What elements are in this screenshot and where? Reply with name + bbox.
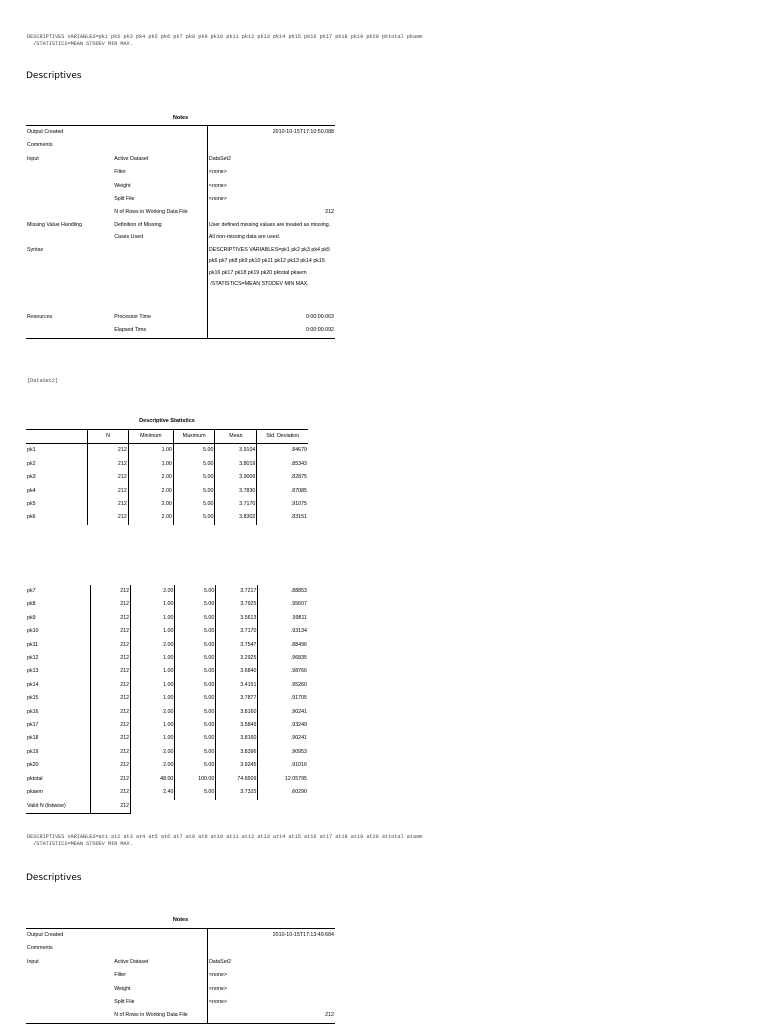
notes-table-1	[26, 125, 335, 339]
cell-value: 3.7170	[215, 498, 257, 511]
table-row	[26, 786, 308, 799]
cell-value: .95260	[290, 681, 307, 688]
cell-value: 3.5849	[216, 719, 258, 732]
descriptive-statistics-caption: Descriptive Statistics	[139, 418, 195, 424]
row-label: pk7	[26, 585, 90, 598]
row-label: pk13	[26, 665, 90, 678]
cell-value: .90241	[290, 735, 307, 742]
row-label: pk11	[26, 639, 90, 652]
cell-value: 212	[90, 612, 130, 625]
table-row: Comments	[26, 942, 335, 955]
cell-value: 212	[90, 598, 130, 611]
table-row: N of Rows in Working Data File 212	[26, 1009, 335, 1023]
cell-value: 12.05795	[284, 775, 307, 782]
cell-value: .95607	[290, 601, 307, 608]
cell-value: 5.00	[173, 498, 215, 511]
cell-value: .99811	[291, 614, 307, 621]
cell-value: .90953	[290, 748, 307, 755]
cell-value: 5.00	[175, 585, 216, 598]
table-row	[26, 471, 308, 484]
cell-value: 5.00	[175, 786, 216, 799]
cell-value: 3.5613	[216, 612, 258, 625]
cell-value: 2.00	[131, 759, 175, 772]
table-row	[26, 759, 308, 772]
table-row	[26, 598, 308, 611]
cell-value: 3.7925	[216, 598, 258, 611]
row-label: pk15	[26, 692, 90, 705]
cell-value: 212	[88, 511, 128, 524]
cell-value: .98766	[290, 668, 307, 675]
table-row	[26, 706, 308, 719]
cell-value: 5.00	[173, 444, 215, 458]
cell-value: 1.00	[131, 625, 175, 638]
cell-value: 3.2925	[216, 652, 258, 665]
table-row	[26, 458, 308, 471]
row-label: pk5	[26, 498, 88, 511]
cell-value: 5.00	[175, 706, 216, 719]
cell-value: 3.7830	[215, 485, 257, 498]
cell-value: 74.6509	[216, 773, 258, 786]
cell-value: 3.7547	[216, 639, 258, 652]
cell-value: 212	[88, 471, 128, 484]
row-label: pk10	[26, 625, 90, 638]
cell-value: 5.00	[173, 471, 215, 484]
cell-value: 5.00	[175, 759, 216, 772]
row-label: pk9	[26, 612, 90, 625]
cell-value: 1.00	[128, 444, 173, 458]
table-row	[26, 625, 308, 638]
table-header-row: N Minimum Maximum Mean Std. Deviation	[26, 430, 308, 444]
cell-value: 1.00	[131, 719, 175, 732]
cell-value: .88853	[290, 588, 307, 594]
descriptive-statistics-table-part-2	[26, 585, 308, 814]
table-row: Resources Processor Time 0:00:00.063	[26, 311, 335, 324]
row-label: pk8	[26, 598, 90, 611]
cell-value: 1.00	[131, 732, 175, 745]
cell-value: 3.7217	[216, 585, 258, 598]
table-row: Elapsed Time 0:00:00.092	[26, 324, 335, 338]
table-row	[26, 639, 308, 652]
cell-value: 3.4151	[216, 679, 258, 692]
descriptive-statistics-table-part-1	[26, 429, 308, 525]
cell-value: .85343	[290, 460, 307, 467]
cell-value: 212	[90, 719, 130, 732]
table-row: Filter <none>	[26, 969, 335, 982]
cell-value: 5.00	[175, 625, 216, 638]
cell-value: 100.00	[175, 773, 216, 786]
cell-value: 212	[90, 652, 130, 665]
table-row	[26, 679, 308, 692]
cell-value: 1.00	[131, 598, 175, 611]
table-row: Syntax DESCRIPTIVES VARIABLES=pk1 pk2 pk3 pk4 pk5 pk6 pk7 pk8 pk9 pk10 pk11 pk12 pk13 pk14 pk15 pk16 pk17 pk18 pk19 pk20 pktotal pkaem /STATISTICS=MEAN STDDEV MIN MAX.	[26, 245, 335, 311]
table-row: Cases Used All non-missing data are used.	[26, 231, 335, 244]
cell-value: 212	[90, 773, 130, 786]
cell-value: 3.8019	[215, 458, 257, 471]
table-row	[26, 732, 308, 745]
cell-value: .93134	[290, 628, 307, 635]
cell-value: 2.00	[131, 639, 175, 652]
cell-value: .96835	[290, 655, 307, 662]
cell-value: 212	[88, 498, 128, 511]
table-row: Missing Value Handling Definition of Missing User defined missing values are treated as missing.	[26, 220, 335, 232]
cell-value: 1.00	[131, 679, 175, 692]
cell-value: 212	[90, 665, 130, 678]
table-row: Output Created 2010-10-15T17:13:49.684	[26, 929, 335, 943]
table-row: Weight <none>	[26, 180, 335, 193]
table-row	[26, 665, 308, 678]
table-row	[26, 746, 308, 759]
cell-value: 3.7325	[216, 786, 258, 799]
cell-value: 212	[90, 625, 130, 638]
cell-value: .91016	[290, 762, 307, 769]
cell-value: 5.00	[175, 639, 216, 652]
descriptives-heading-2: Descriptives	[26, 873, 82, 883]
row-label: pk2	[26, 458, 88, 471]
dataset-marker: [DataSet2]	[27, 378, 59, 384]
cell-value: 212	[90, 786, 130, 799]
syntax-command-2: DESCRIPTIVES VARIABLES=at1 at2 at3 at4 at5 at6 at7 at8 at9 at10 at11 at12 at13 at14 at15 at16 at17 at18 at19 at20 attotal ataem /STATISTICS=MEAN STDDEV MIN MAX.	[27, 834, 423, 847]
cell-value: 3.8396	[216, 746, 258, 759]
row-label: pk3	[26, 471, 88, 484]
cell-value: 212	[88, 444, 128, 458]
table-row	[26, 498, 308, 511]
notes-table-2	[26, 928, 335, 1024]
cell-value: .93249	[290, 722, 307, 729]
row-label: Valid N (listwise)	[26, 800, 90, 814]
table-row	[26, 652, 308, 665]
cell-value: 212	[90, 692, 130, 705]
cell-value: 5.00	[175, 692, 216, 705]
cell-value: 3.7877	[216, 692, 258, 705]
cell-value: 2.00	[128, 485, 173, 498]
cell-value: 48.00	[131, 773, 175, 786]
cell-value: 3.6840	[216, 665, 258, 678]
table-row	[26, 800, 308, 814]
cell-value: 212	[90, 746, 130, 759]
descriptives-heading-1: Descriptives	[26, 71, 82, 81]
cell-value: 5.00	[175, 746, 216, 759]
table-row: N of Rows in Working Data File 212	[26, 206, 335, 219]
cell-value: 212	[90, 732, 130, 745]
cell-value: 5.00	[173, 511, 215, 524]
cell-value: 2.00	[128, 511, 173, 524]
cell-value: 1.00	[131, 612, 175, 625]
cell-value: .87085	[290, 487, 307, 494]
syntax-command-1: DESCRIPTIVES VARIABLES=pk1 pk2 pk3 pk4 pk5 pk6 pk7 pk8 pk9 pk10 pk11 pk12 pk13 pk14 pk15 pk16 pk17 pk18 pk19 pk20 pktotal pkaem /STATISTICS=MEAN STDDEV MIN MAX.	[27, 34, 423, 47]
table-row: Input Active Dataset DataSet2	[26, 956, 335, 969]
cell-value: 3.8160	[216, 706, 258, 719]
cell-value: 5.00	[175, 652, 216, 665]
table-row: Output Created 2010-10-15T17:10:50.088	[26, 126, 335, 140]
notes-caption-2: Notes	[172, 917, 189, 923]
row-label: pk20	[26, 759, 90, 772]
cell-value: 5.00	[175, 612, 216, 625]
cell-value: 1.00	[131, 665, 175, 678]
table-row: Input Active Dataset DataSet2	[26, 153, 335, 166]
row-label: pktotal	[26, 773, 90, 786]
row-label: pk6	[26, 511, 88, 524]
table-row	[26, 773, 308, 786]
table-row	[26, 511, 308, 524]
cell-value: 3.9104	[215, 444, 257, 458]
cell-value: 212	[90, 679, 130, 692]
cell-value: 5.00	[175, 732, 216, 745]
cell-value: .88496	[290, 641, 307, 648]
cell-value: 212	[90, 639, 130, 652]
table-row	[26, 585, 308, 598]
table-row: Filter <none>	[26, 166, 335, 179]
cell-value: 212	[90, 585, 130, 598]
table-row	[26, 692, 308, 705]
table-row	[26, 485, 308, 498]
row-label: pk14	[26, 679, 90, 692]
cell-value: 2.00	[131, 706, 175, 719]
cell-value: 5.00	[175, 598, 216, 611]
cell-value: .82875	[290, 474, 307, 481]
cell-value: 3.9009	[215, 471, 257, 484]
row-label: pkaem	[26, 786, 90, 799]
table-row	[26, 719, 308, 732]
notes-caption-1: Notes	[172, 115, 189, 121]
cell-value: 5.00	[175, 665, 216, 678]
cell-value: 1.00	[131, 652, 175, 665]
cell-value: 1.00	[128, 458, 173, 471]
table-row: Split File <none>	[26, 193, 335, 206]
row-label: pk17	[26, 719, 90, 732]
cell-value: 5.00	[173, 458, 215, 471]
cell-value: 5.00	[173, 485, 215, 498]
cell-value: 212	[88, 485, 128, 498]
row-label: pk19	[26, 746, 90, 759]
row-label: pk16	[26, 706, 90, 719]
table-row: Comments	[26, 139, 335, 152]
cell-value: .91075	[290, 501, 307, 508]
row-label: pk18	[26, 732, 90, 745]
row-label: pk1	[26, 444, 88, 458]
cell-value: .91705	[290, 695, 307, 702]
cell-value: 2.40	[131, 786, 175, 799]
cell-value: 3.9245	[216, 759, 258, 772]
cell-value: 5.00	[175, 679, 216, 692]
cell-value: 2.00	[131, 746, 175, 759]
table-row	[26, 444, 308, 458]
cell-value: .90241	[290, 708, 307, 715]
row-label: pk4	[26, 485, 88, 498]
cell-value: 2.00	[131, 585, 175, 598]
cell-value: 212	[90, 759, 130, 772]
row-label: pk12	[26, 652, 90, 665]
cell-value: 212	[90, 706, 130, 719]
cell-value: 212	[90, 800, 130, 814]
table-row	[26, 612, 308, 625]
cell-value: 212	[88, 458, 128, 471]
cell-value: .83151	[290, 514, 307, 521]
table-row: Weight <none>	[26, 983, 335, 996]
cell-value: 2.00	[128, 471, 173, 484]
cell-value: 5.00	[175, 719, 216, 732]
cell-value: 3.8302	[215, 511, 257, 524]
cell-value: .60290	[290, 789, 307, 796]
cell-value: 2.00	[128, 498, 173, 511]
table-row: Split File <none>	[26, 996, 335, 1009]
cell-value: 3.7170	[216, 625, 258, 638]
cell-value: .84679	[290, 447, 307, 454]
cell-value: 3.8160	[216, 732, 258, 745]
cell-value: 1.00	[131, 692, 175, 705]
